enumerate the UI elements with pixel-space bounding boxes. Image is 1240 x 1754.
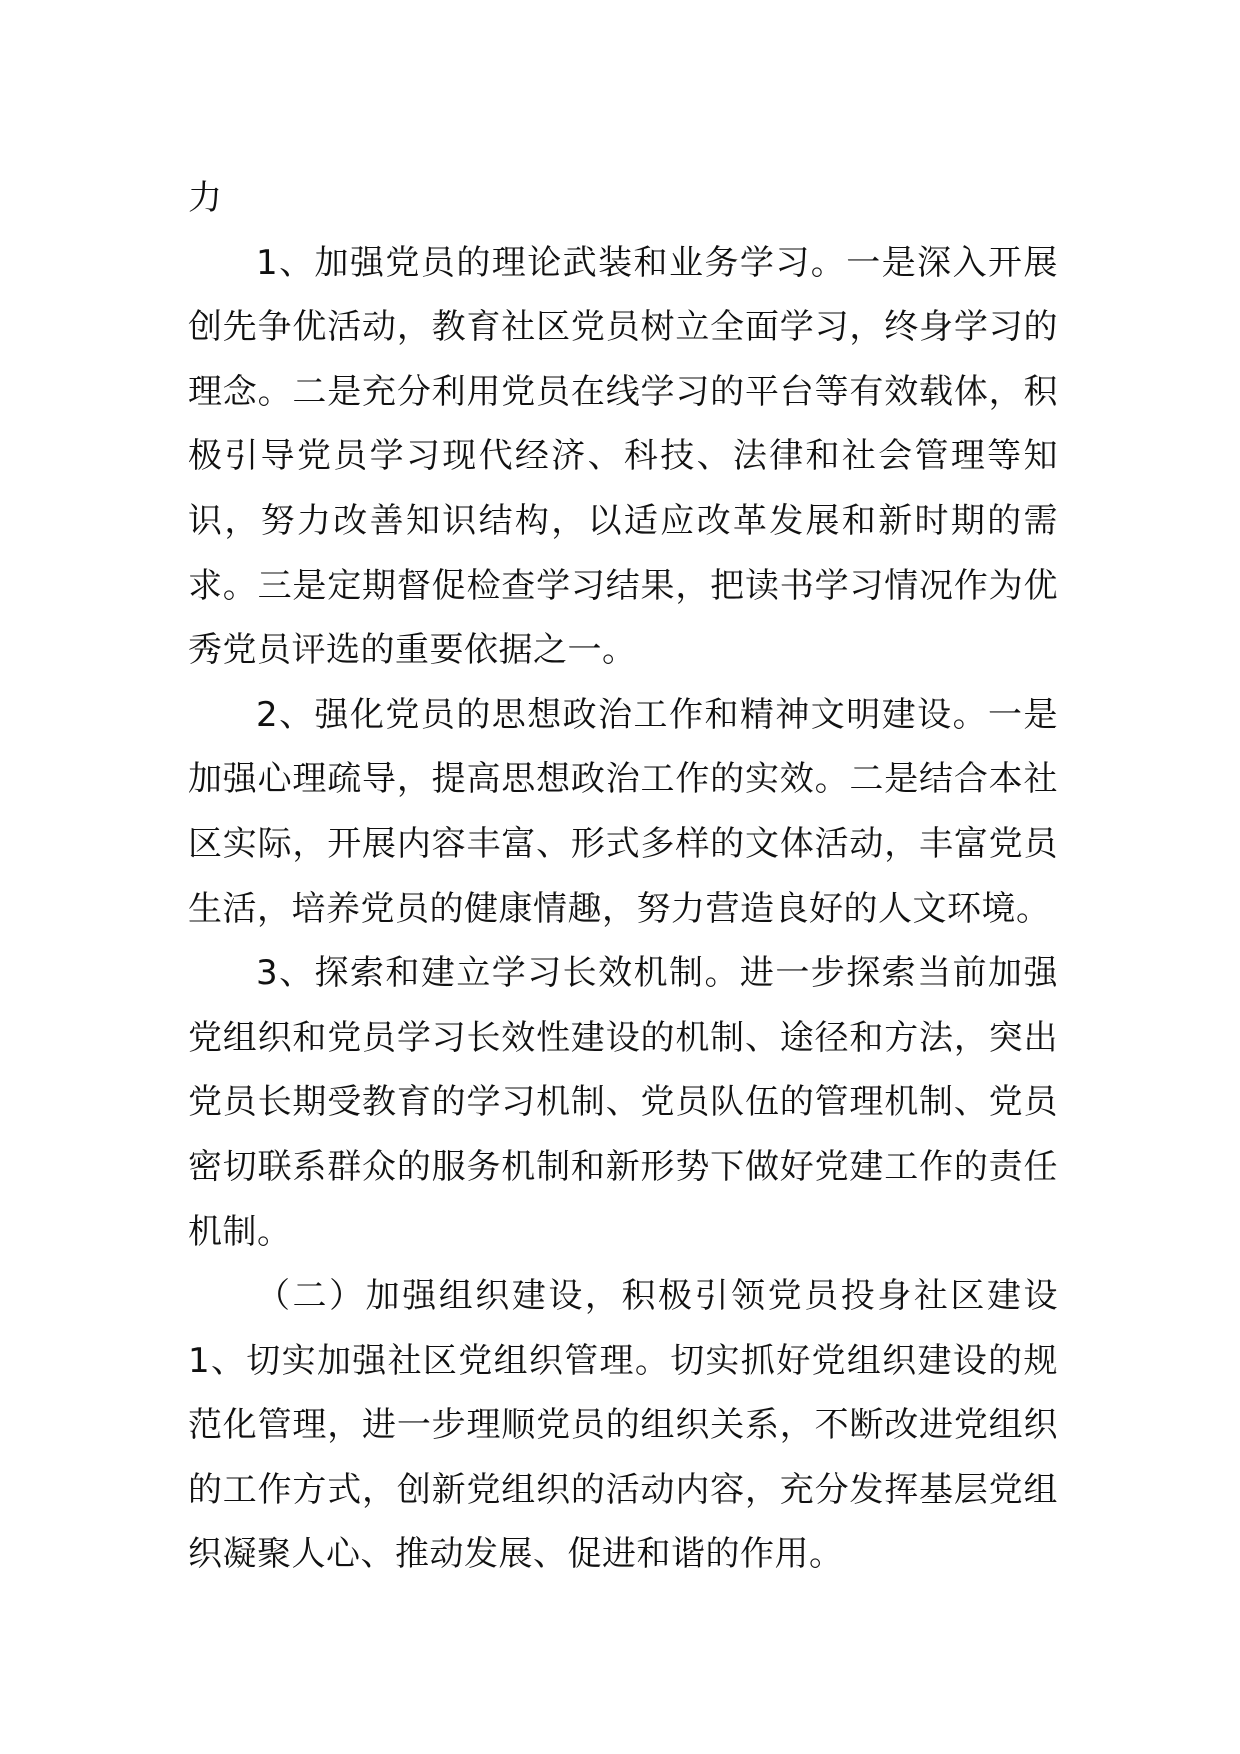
paragraph-item-2: 2、强化党员的思想政治工作和精神文明建设。一是加强心理疏导，提高思想政治工作的实效。二是结合本社区实际，开展内容丰富、形式多样的文体活动，丰富党员生活，培养党员的健康情趣，努力营造良好的人文环境。 xyxy=(188,694,1058,929)
document-body xyxy=(188,166,1058,1587)
paragraph-item-1: 1、加强党员的理论武装和业务学习。一是深入开展创先争优活动，教育社区党员树立全面学习，终身学习的理念。二是充分利用党员在线学习的平台等有效载体，积极引导党员学习现代经济、科技、法律和社会管理等知识，努力改善知识结构，以适应改革发展和新时期的需求。三是定期督促检查学习结果，把读书学习情况作为优秀党员评选的重要依据之一。 xyxy=(188,242,1058,671)
paragraph-section-2: （二）加强组织建设，积极引领党员投身社区建设 1、切实加强社区党组织管理。切实抓好党组织建设的规范化管理，进一步理顺党员的组织关系，不断改进党组织的工作方式，创新党组织的活动内容，充分发挥基层党组织凝聚人心、推动发展、促进和谐的作用。 xyxy=(188,1276,1058,1575)
paragraph-item-3: 3、探索和建立学习长效机制。进一步探索当前加强党组织和党员学习长效性建设的机制、途径和方法，突出党员长期受教育的学习机制、党员队伍的管理机制、党员密切联系群众的服务机制和新形势下做好党建工作的责任机制。 xyxy=(188,953,1058,1252)
paragraph-continuation: 力 xyxy=(188,178,223,218)
